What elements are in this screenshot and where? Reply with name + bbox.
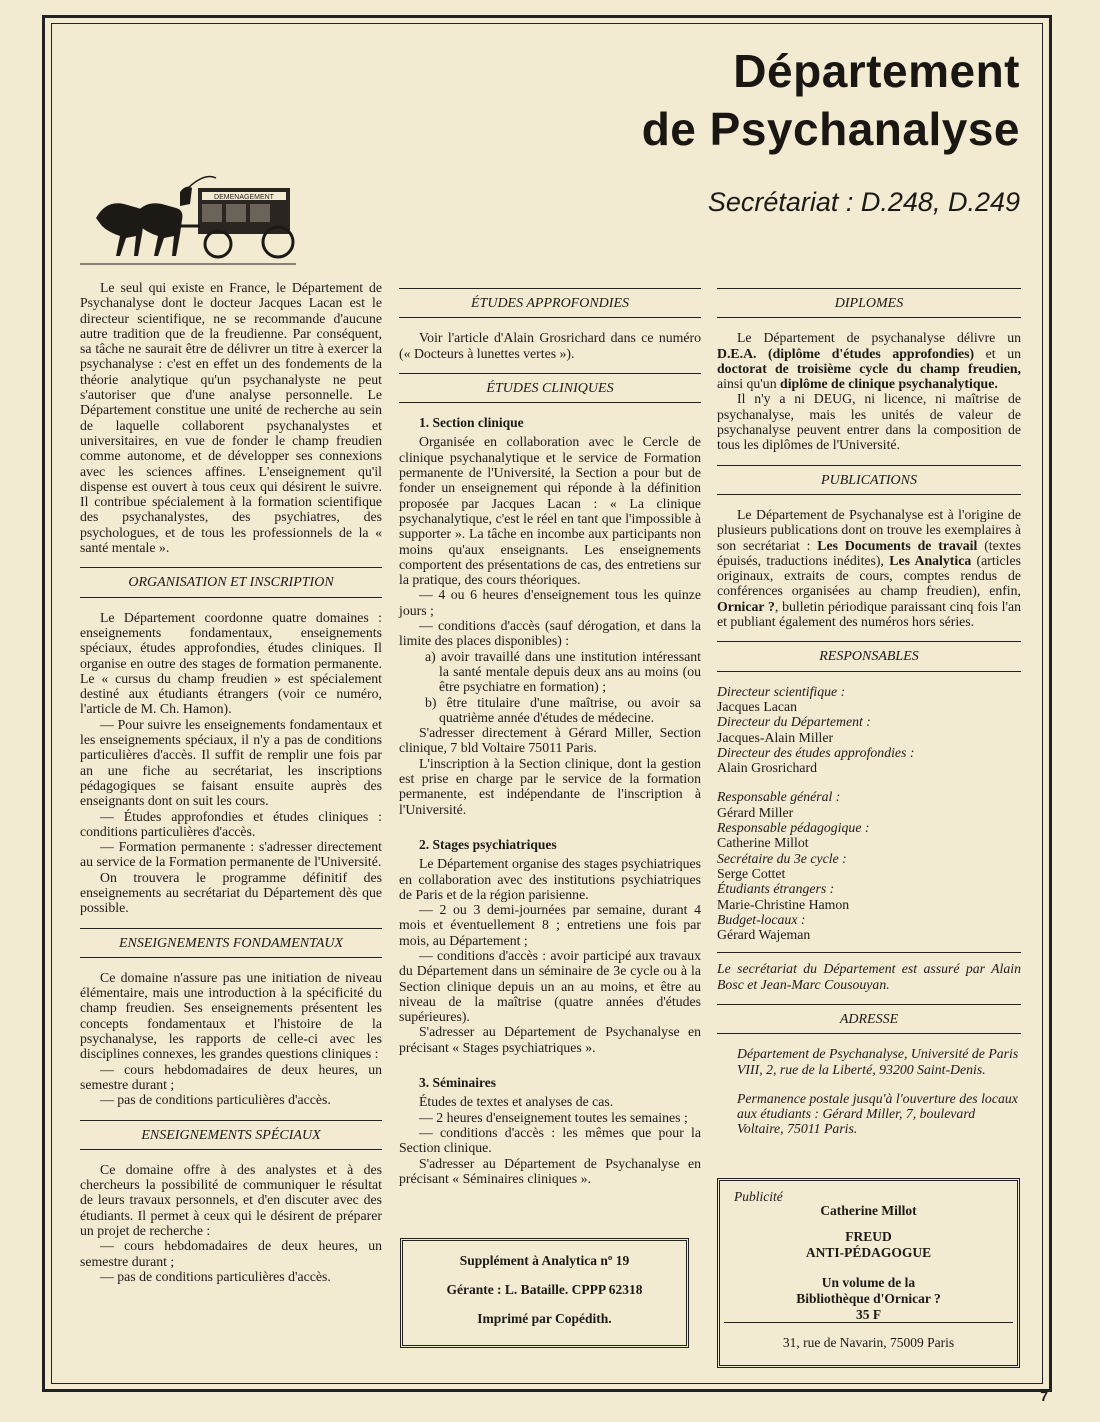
seminaires-p1: Études de textes et analyses de cas. [419,1094,614,1110]
section-clinique-title: 1. Section clinique [419,415,524,431]
diplomes-p2: Il n'y a ni DEUG, ni licence, ni maîtrise de psychanalyse, mais les unités de valeur de psychanalyse peuvent entrer dans la composition de tous les diplômes de l'Université. [717,391,1021,453]
approfondies-p1: Voir l'article d'Alain Grosrichard dans ce numéro (« Docteurs à lunettes vertes »). [399,330,701,361]
heading-organisation: ORGANISATION ET INSCRIPTION [80,567,382,597]
secretariat-note: Le secrétariat du Département est assuré par Alain Bosc et Jean-Marc Cousouyan. [717,952,1021,992]
heading-diplomes: DIPLOMES [717,288,1021,318]
publicite-content [720,1203,1017,1323]
secretariat-line: Secrétariat : D.248, D.249 [707,187,1020,217]
stages-title: 2. Stages psychiatriques [419,836,557,852]
name-etudiants-etrangers: Marie-Christine Hamon [717,896,850,912]
supplement-line-2: Gérante : L. Bataille. CPPP 62318 [446,1282,643,1297]
name-directeur-departement: Jacques-Alain Miller [717,729,834,745]
heading-speciaux: ENSEIGNEMENTS SPÉCIAUX [80,1120,382,1150]
heading-adresse: ADRESSE [717,1004,1021,1034]
publicite-desc-2: Bibliothèque d'Ornicar ? [796,1291,941,1306]
name-budget-locaux: Gérard Wajeman [717,927,811,943]
role-etudiants-etrangers: Étudiants étrangers : [717,881,835,897]
publicite-title-2: ANTI-PÉDAGOGUE [805,1245,932,1260]
clinique-p2: — 4 ou 6 heures d'enseignement tous les quinze jours ; [399,587,701,618]
stages-p3: — conditions d'accès : avoir participé aux travaux du Département dans un séminaire de 3e cycle ou à la Section clinique depuis un an au moins, et être au niveau de la maîtrise (quatre années d'études supérieures). [399,947,701,1025]
stages-p1: Le Département organise des stages psychiatriques en collaboration avec des institutions psychiatriques de Paris et de la région parisienne. [399,856,701,902]
page-title [642,42,1020,158]
publicite-author: Catherine Millot [820,1203,917,1218]
publicite-box [717,1178,1020,1368]
clinique-p3: — conditions d'accès (sauf dérogation, et dans la limite des places disponibles) : [399,618,701,649]
adresse-p1: Département de Psychanalyse, Université de Paris VIII, 2, rue de la Liberté, 93200 Saint-Denis. [737,1046,1019,1077]
role-directeur-scientifique: Directeur scientifique : [717,683,846,699]
column-left [80,280,382,1284]
role-secretaire-3e-cycle: Secrétaire du 3e cycle : [717,850,847,866]
seminaires-title: 3. Séminaires [419,1075,496,1091]
column-right [717,288,1021,1137]
role-responsable-pedagogique: Responsable pédagogique : [717,820,870,836]
title-line-2: de Psychanalyse [641,103,1020,155]
speciaux-p2: — cours hebdomadaires de deux heures, un semestre durant ; [80,1238,382,1269]
seminaires-p4: S'adresser au Département de Psychanalyse en précisant « Séminaires cliniques ». [399,1155,701,1186]
diplomes-p1: Le Département de psychanalyse délivre un D.E.A. (diplôme d'études approfondies) et un doctorat de troisième cycle du champ freudien, ainsi qu'un diplôme de clinique psychanalytique. [717,330,1021,392]
heading-fondamentaux: ENSEIGNEMENTS FONDAMENTAUX [80,928,382,958]
clinique-cond-a: a) avoir travaillé dans une institution intéressant la santé mentale depuis deux ans au moins (ou être psychiatre en formation) ; [425,648,701,695]
clinique-p4: S'adresser directement à Gérard Miller, Section clinique, 7 bld Voltaire 75011 Paris. [399,725,701,756]
seminaires-p3: — conditions d'accès : les mêmes que pour la Section clinique. [399,1124,701,1156]
column-middle [399,288,701,1186]
clinique-cond-b: b) être titulaire d'une maîtrise, ou avoir sa quatrième année d'études de médecine. [425,694,701,725]
organisation-p4: — Formation permanente : s'adresser directement au service de la Formation permanente de l'Université. [80,839,382,870]
role-budget-locaux: Budget-locaux : [717,911,806,927]
intro-paragraph: Le seul qui existe en France, le Département de Psychanalyse dont le docteur Jacques Lacan est le directeur scientifique, ne se recommande d'aucune autre tradition que de la freudienne. Par conséquent, sa tâche ne saurait être de délivrer un titre à exercer la psychanalyse : c'est en effet un des fondements de la théorie analytique qu'un psychanalyste ne peut s'autoriser que d'une analyse personnelle. Le Département constitue une unité de recherche au sein de laquelle collaborent psychanalystes et universitaires, en vue de fonder le champ freudien comme autonome, et de développer ses connexions avec les sciences affines. L'enseignement qu'il dispense est ouvert à tous ceux qui désirent le suivre. Il contribue spécialement à la formation scientifique des psychanalystes, des psychiatres, des psychologues, et de tous les professionnels de la « santé mentale ». [80,280,382,556]
name-directeur-etudes: Alain Grosrichard [717,760,817,776]
heading-publications: PUBLICATIONS [717,465,1021,495]
publicite-address: 31, rue de Navarin, 75009 Paris [724,1322,1013,1351]
clinique-p1: Organisée en collaboration avec le Cercle de clinique psychanalytique et le service de Formation permanente de l'Université, la Section a pour but de fonder un enseignement qui réponde à la définition proposée par Jacques Lacan : « La clinique psychanalytique, c'est le réel en tant que l'impossible à supporter ». La tâche en incombe aux participants non moins qu'aux enseignants. Les enseignements comportent des présentations de cas, des entretiens sur la pratique, des cours théoriques. [399,434,701,588]
publicite-desc-1: Un volume de la [821,1275,916,1290]
role-responsable-general: Responsable général : [717,789,841,805]
publications-p1: Le Département de Psychanalyse est à l'origine de plusieurs publications dont on trouve les exemplaires à son secrétariat : Les Documents de travail (textes épuisés, traductions inédites), Les Analytica (articles originaux, extraits de cours, comptes rendus de conférences organisées au champ freudien), enfin, Ornicar ?, bulletin périodique paraissant cinq fois l'an et publiant également des numéros hors séries. [717,506,1021,630]
seminaires-p2: — 2 heures d'enseignement toutes les semaines ; [419,1109,688,1125]
fondamentaux-p3: — pas de conditions particulières d'accès. [100,1092,331,1108]
page-number: 7 [1040,1388,1048,1404]
supplement-line-3: Imprimé par Copédith. [477,1311,612,1326]
organisation-p5: On trouvera le programme définitif des enseignements au secrétariat du Département dès que possible. [80,869,382,916]
fondamentaux-p1: Ce domaine n'assure pas une initiation de niveau élémentaire, mais une introduction à la spécificité du champ freudien. Ses enseignements présentent les concepts fondamentaux et l'histoire de la psychanalyse, les rapports de celle-ci avec les disciplines connexes, les grandes questions cliniques : [80,969,382,1062]
organisation-p3: — Études approfondies et études cliniques : conditions particulières d'accès. [80,808,382,839]
heading-responsables: RESPONSABLES [717,641,1021,671]
fondamentaux-p2: — cours hebdomadaires de deux heures, un semestre durant ; [80,1061,382,1092]
name-secretaire-3e-cycle: Serge Cottet [717,865,786,881]
heading-approfondies: ÉTUDES APPROFONDIES [399,288,701,318]
publicite-title-1: FREUD [845,1229,892,1244]
supplement-box [400,1238,689,1348]
moving-wagon-illustration [78,170,298,270]
adresse-p2: Permanence postale jusqu'à l'ouverture des locaux aux étudiants : Gérard Miller, 7, boulevard Voltaire, 75011 Paris. [737,1090,1018,1137]
role-directeur-etudes: Directeur des études approfondies : [717,744,915,760]
publicite-price: 35 F [855,1307,882,1322]
stages-p4: S'adresser au Département de Psychanalyse en précisant « Stages psychiatriques ». [399,1024,701,1055]
speciaux-p1: Ce domaine offre à des analystes et à des chercheurs la possibilité de communiquer le résultat de leurs travaux personnels, et d'en discuter avec des étudiants. Il permet à ceux qui le désirent de préparer un projet de recherche : [80,1161,382,1239]
stages-p2: — 2 ou 3 demi-journées par semaine, durant 4 mois et éventuellement 8 ; entretiens une fois par mois, au Département ; [399,902,701,948]
responsables-list [717,684,1021,943]
title-line-1: Département [733,45,1020,97]
wagon-sign: DEMENAGEMENT [214,194,274,201]
heading-cliniques: ÉTUDES CLINIQUES [399,373,701,403]
organisation-p2: — Pour suivre les enseignements fondamentaux et les enseignements spéciaux, il n'y a pas de conditions particulières d'accès. Il suffit de remplir une fois par an une fiche au secrétariat, les inscriptions pédagogiques se faisant ensuite auprès des enseignants dont on suit les cours. [80,716,382,809]
name-responsable-pedagogique: Catherine Millot [717,835,809,851]
name-responsable-general: Gérard Miller [717,804,794,820]
role-directeur-departement: Directeur du Département : [717,714,871,730]
clinique-p5: L'inscription à la Section clinique, dont la gestion est prise en charge par le service de la formation permanente, est indépendante de l'inscription à l'Université. [399,755,701,817]
speciaux-p3: — pas de conditions particulières d'accès. [100,1268,331,1284]
supplement-line-1: Supplément à Analytica nº 19 [459,1253,630,1268]
name-directeur-scientifique: Jacques Lacan [717,698,798,714]
publicite-label: Publicité [734,1189,783,1204]
organisation-p1: Le Département coordonne quatre domaines : enseignements fondamentaux, enseignements spéciaux, études approfondies, études cliniques. Il organise en outre des stages de formation permanente. Le « cursus du champ freudien » est spécialement destiné aux étudiants étrangers (voir ce numéro, l'article de M. Ch. Hamon). [80,609,382,717]
